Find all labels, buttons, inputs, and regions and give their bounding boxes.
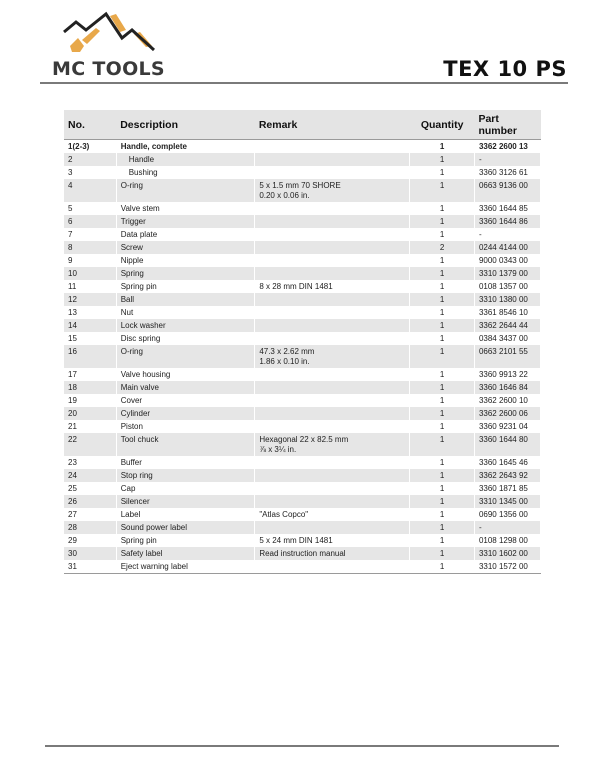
remark-line: Read instruction manual	[259, 549, 346, 558]
cell-no: 10	[64, 267, 116, 280]
table-row	[64, 179, 541, 202]
cell-description: Eject warning label	[116, 560, 255, 574]
cell-part-number: 3362 2600 13	[474, 140, 540, 154]
cell-part-number: 0108 1357 00	[474, 280, 540, 293]
table-row	[64, 560, 541, 574]
cell-quantity: 1	[410, 202, 475, 215]
cell-description: Label	[116, 508, 255, 521]
cell-no: 7	[64, 228, 116, 241]
cell-no: 31	[64, 560, 116, 574]
cell-part-number: 3362 2600 06	[474, 407, 540, 420]
cell-no: 9	[64, 254, 116, 267]
cell-description: Spring pin	[116, 280, 255, 293]
cell-remark	[255, 215, 410, 228]
cell-remark	[255, 368, 410, 381]
cell-quantity: 1	[410, 560, 475, 574]
cell-description: O-ring	[116, 345, 255, 368]
cell-remark	[255, 560, 410, 574]
table-row	[64, 381, 541, 394]
cell-part-number: 3310 1602 00	[474, 547, 540, 560]
cell-no: 26	[64, 495, 116, 508]
cell-remark	[255, 547, 410, 560]
cell-remark	[255, 495, 410, 508]
cell-remark	[255, 267, 410, 280]
remark-line: Hexagonal 22 x 82.5 mm	[259, 435, 349, 444]
cell-remark	[255, 306, 410, 319]
cell-part-number: 0384 3437 00	[474, 332, 540, 345]
cell-part-number: 0690 1356 00	[474, 508, 540, 521]
cell-no: 6	[64, 215, 116, 228]
cell-part-number: 0663 9136 00	[474, 179, 540, 202]
cell-quantity: 1	[410, 495, 475, 508]
cell-description: Trigger	[116, 215, 255, 228]
column-header-remark: Remark	[255, 110, 410, 140]
cell-part-number: 3360 1645 46	[474, 456, 540, 469]
column-header-quantity: Quantity	[410, 110, 475, 140]
cell-quantity: 1	[410, 319, 475, 332]
cell-remark	[255, 228, 410, 241]
parts-table-body	[64, 140, 541, 574]
cell-part-number: 3360 9913 22	[474, 368, 540, 381]
table-row	[64, 306, 541, 319]
cell-no: 4	[64, 179, 116, 202]
cell-quantity: 1	[410, 166, 475, 179]
cell-description: Buffer	[116, 456, 255, 469]
cell-quantity: 1	[410, 433, 475, 456]
cell-quantity: 1	[410, 280, 475, 293]
table-row	[64, 140, 541, 154]
cell-quantity: 1	[410, 228, 475, 241]
cell-description: Cap	[116, 482, 255, 495]
cell-quantity: 1	[410, 368, 475, 381]
remark-line: 8 x 28 mm DIN 1481	[259, 282, 333, 291]
cell-quantity: 1	[410, 179, 475, 202]
table-row	[64, 280, 541, 293]
footer-divider	[45, 745, 559, 747]
cell-part-number: 3361 8546 10	[474, 306, 540, 319]
cell-description: Tool chuck	[116, 433, 255, 456]
cell-part-number: 3360 3126 61	[474, 166, 540, 179]
cell-remark	[255, 345, 410, 368]
table-row	[64, 482, 541, 495]
cell-no: 18	[64, 381, 116, 394]
cell-quantity: 1	[410, 469, 475, 482]
cell-remark	[255, 254, 410, 267]
table-row	[64, 420, 541, 433]
cell-part-number: 0244 4144 00	[474, 241, 540, 254]
table-row	[64, 469, 541, 482]
cell-remark	[255, 319, 410, 332]
cell-no: 21	[64, 420, 116, 433]
cell-quantity: 1	[410, 332, 475, 345]
cell-no: 23	[64, 456, 116, 469]
cell-no: 24	[64, 469, 116, 482]
model-title: TEX 10 PS	[443, 57, 567, 81]
remark-line: 5 x 1.5 mm 70 SHORE	[259, 181, 341, 190]
cell-description: Nut	[116, 306, 255, 319]
cell-no: 14	[64, 319, 116, 332]
cell-part-number: 3310 1572 00	[474, 560, 540, 574]
cell-remark	[255, 179, 410, 202]
cell-description: Valve stem	[116, 202, 255, 215]
cell-remark	[255, 433, 410, 456]
cell-remark	[255, 241, 410, 254]
table-row	[64, 202, 541, 215]
cell-remark	[255, 153, 410, 166]
cell-part-number: 9000 0343 00	[474, 254, 540, 267]
cell-remark	[255, 482, 410, 495]
brand-name: MC TOOLS	[52, 58, 165, 80]
cell-quantity: 1	[410, 215, 475, 228]
cell-remark	[255, 456, 410, 469]
cell-part-number: 3310 1379 00	[474, 267, 540, 280]
cell-no: 17	[64, 368, 116, 381]
cell-part-number: 3362 2644 44	[474, 319, 540, 332]
cell-quantity: 1	[410, 420, 475, 433]
cell-quantity: 1	[410, 482, 475, 495]
cell-remark	[255, 202, 410, 215]
cell-description: Nipple	[116, 254, 255, 267]
cell-description: Spring pin	[116, 534, 255, 547]
cell-quantity: 1	[410, 254, 475, 267]
cell-description: Piston	[116, 420, 255, 433]
cell-quantity: 2	[410, 241, 475, 254]
table-row	[64, 407, 541, 420]
cell-part-number: 3360 1644 80	[474, 433, 540, 456]
cell-description: Handle	[116, 153, 255, 166]
cell-description: Cylinder	[116, 407, 255, 420]
cell-no: 22	[64, 433, 116, 456]
cell-no: 8	[64, 241, 116, 254]
mountain-logo-icon	[60, 10, 160, 58]
remark-line: 5 x 24 mm DIN 1481	[259, 536, 333, 545]
table-row	[64, 228, 541, 241]
cell-quantity: 1	[410, 345, 475, 368]
cell-description: Screw	[116, 241, 255, 254]
cell-part-number: -	[474, 153, 540, 166]
remark-line: 0.20 x 0.06 in.	[259, 191, 310, 200]
cell-no: 28	[64, 521, 116, 534]
table-row	[64, 547, 541, 560]
cell-part-number: 3360 1644 85	[474, 202, 540, 215]
table-row	[64, 293, 541, 306]
cell-description: Sound power label	[116, 521, 255, 534]
table-row	[64, 332, 541, 345]
table-row	[64, 241, 541, 254]
cell-description: Valve housing	[116, 368, 255, 381]
cell-remark	[255, 469, 410, 482]
cell-no: 27	[64, 508, 116, 521]
cell-quantity: 1	[410, 508, 475, 521]
cell-part-number: 3362 2600 10	[474, 394, 540, 407]
cell-no: 3	[64, 166, 116, 179]
cell-no: 30	[64, 547, 116, 560]
cell-remark	[255, 280, 410, 293]
cell-quantity: 1	[410, 306, 475, 319]
cell-remark	[255, 332, 410, 345]
cell-part-number: 3360 1644 86	[474, 215, 540, 228]
table-row	[64, 215, 541, 228]
table-header-row	[64, 110, 541, 140]
cell-no: 29	[64, 534, 116, 547]
cell-part-number: -	[474, 521, 540, 534]
cell-description: Disc spring	[116, 332, 255, 345]
cell-remark	[255, 521, 410, 534]
cell-quantity: 1	[410, 394, 475, 407]
cell-description: Data plate	[116, 228, 255, 241]
cell-quantity: 1	[410, 267, 475, 280]
cell-part-number: 3360 9231 04	[474, 420, 540, 433]
cell-quantity: 1	[410, 456, 475, 469]
cell-no: 5	[64, 202, 116, 215]
cell-quantity: 1	[410, 521, 475, 534]
cell-remark	[255, 140, 410, 154]
cell-no: 25	[64, 482, 116, 495]
cell-quantity: 1	[410, 407, 475, 420]
cell-description: Spring	[116, 267, 255, 280]
cell-remark	[255, 381, 410, 394]
cell-quantity: 1	[410, 547, 475, 560]
cell-part-number: 0108 1298 00	[474, 534, 540, 547]
cell-remark	[255, 534, 410, 547]
cell-description: Stop ring	[116, 469, 255, 482]
cell-part-number: 3310 1345 00	[474, 495, 540, 508]
cell-part-number: 0663 2101 55	[474, 345, 540, 368]
cell-remark	[255, 407, 410, 420]
cell-description: Main valve	[116, 381, 255, 394]
remark-line: 47.3 x 2.62 mm	[259, 347, 315, 356]
cell-description: Cover	[116, 394, 255, 407]
column-header-no: No.	[64, 110, 116, 140]
cell-remark	[255, 420, 410, 433]
table-row	[64, 534, 541, 547]
cell-no: 1(2-3)	[64, 140, 116, 154]
table-row	[64, 495, 541, 508]
table-row	[64, 456, 541, 469]
cell-remark	[255, 166, 410, 179]
cell-description: Lock washer	[116, 319, 255, 332]
cell-part-number: -	[474, 228, 540, 241]
remark-line: "Atlas Copco"	[259, 510, 309, 519]
cell-no: 2	[64, 153, 116, 166]
remark-line: 1.86 x 0.10 in.	[259, 357, 310, 366]
table-row	[64, 166, 541, 179]
column-header-part-number: Part number	[474, 110, 540, 140]
cell-no: 11	[64, 280, 116, 293]
table-row	[64, 394, 541, 407]
cell-part-number: 3362 2643 92	[474, 469, 540, 482]
cell-part-number: 3360 1871 85	[474, 482, 540, 495]
cell-description: Ball	[116, 293, 255, 306]
cell-no: 16	[64, 345, 116, 368]
table-row	[64, 521, 541, 534]
cell-quantity: 1	[410, 293, 475, 306]
table-row	[64, 508, 541, 521]
cell-description: Bushing	[116, 166, 255, 179]
cell-no: 13	[64, 306, 116, 319]
cell-remark	[255, 508, 410, 521]
cell-quantity: 1	[410, 140, 475, 154]
header-divider	[40, 82, 568, 84]
table-row	[64, 267, 541, 280]
remark-line: ⅞ x 3¼ in.	[259, 445, 297, 454]
table-row	[64, 368, 541, 381]
cell-quantity: 1	[410, 381, 475, 394]
cell-description: O-ring	[116, 179, 255, 202]
cell-part-number: 3310 1380 00	[474, 293, 540, 306]
cell-no: 19	[64, 394, 116, 407]
table-row	[64, 319, 541, 332]
table-row	[64, 433, 541, 456]
cell-description: Safety label	[116, 547, 255, 560]
cell-description: Handle, complete	[116, 140, 255, 154]
cell-remark	[255, 394, 410, 407]
column-header-description: Description	[116, 110, 255, 140]
cell-remark	[255, 293, 410, 306]
cell-no: 12	[64, 293, 116, 306]
cell-no: 20	[64, 407, 116, 420]
table-row	[64, 345, 541, 368]
table-row	[64, 153, 541, 166]
cell-part-number: 3360 1646 84	[474, 381, 540, 394]
parts-list-table	[64, 110, 541, 574]
cell-quantity: 1	[410, 153, 475, 166]
cell-description: Silencer	[116, 495, 255, 508]
cell-quantity: 1	[410, 534, 475, 547]
cell-no: 15	[64, 332, 116, 345]
table-row	[64, 254, 541, 267]
